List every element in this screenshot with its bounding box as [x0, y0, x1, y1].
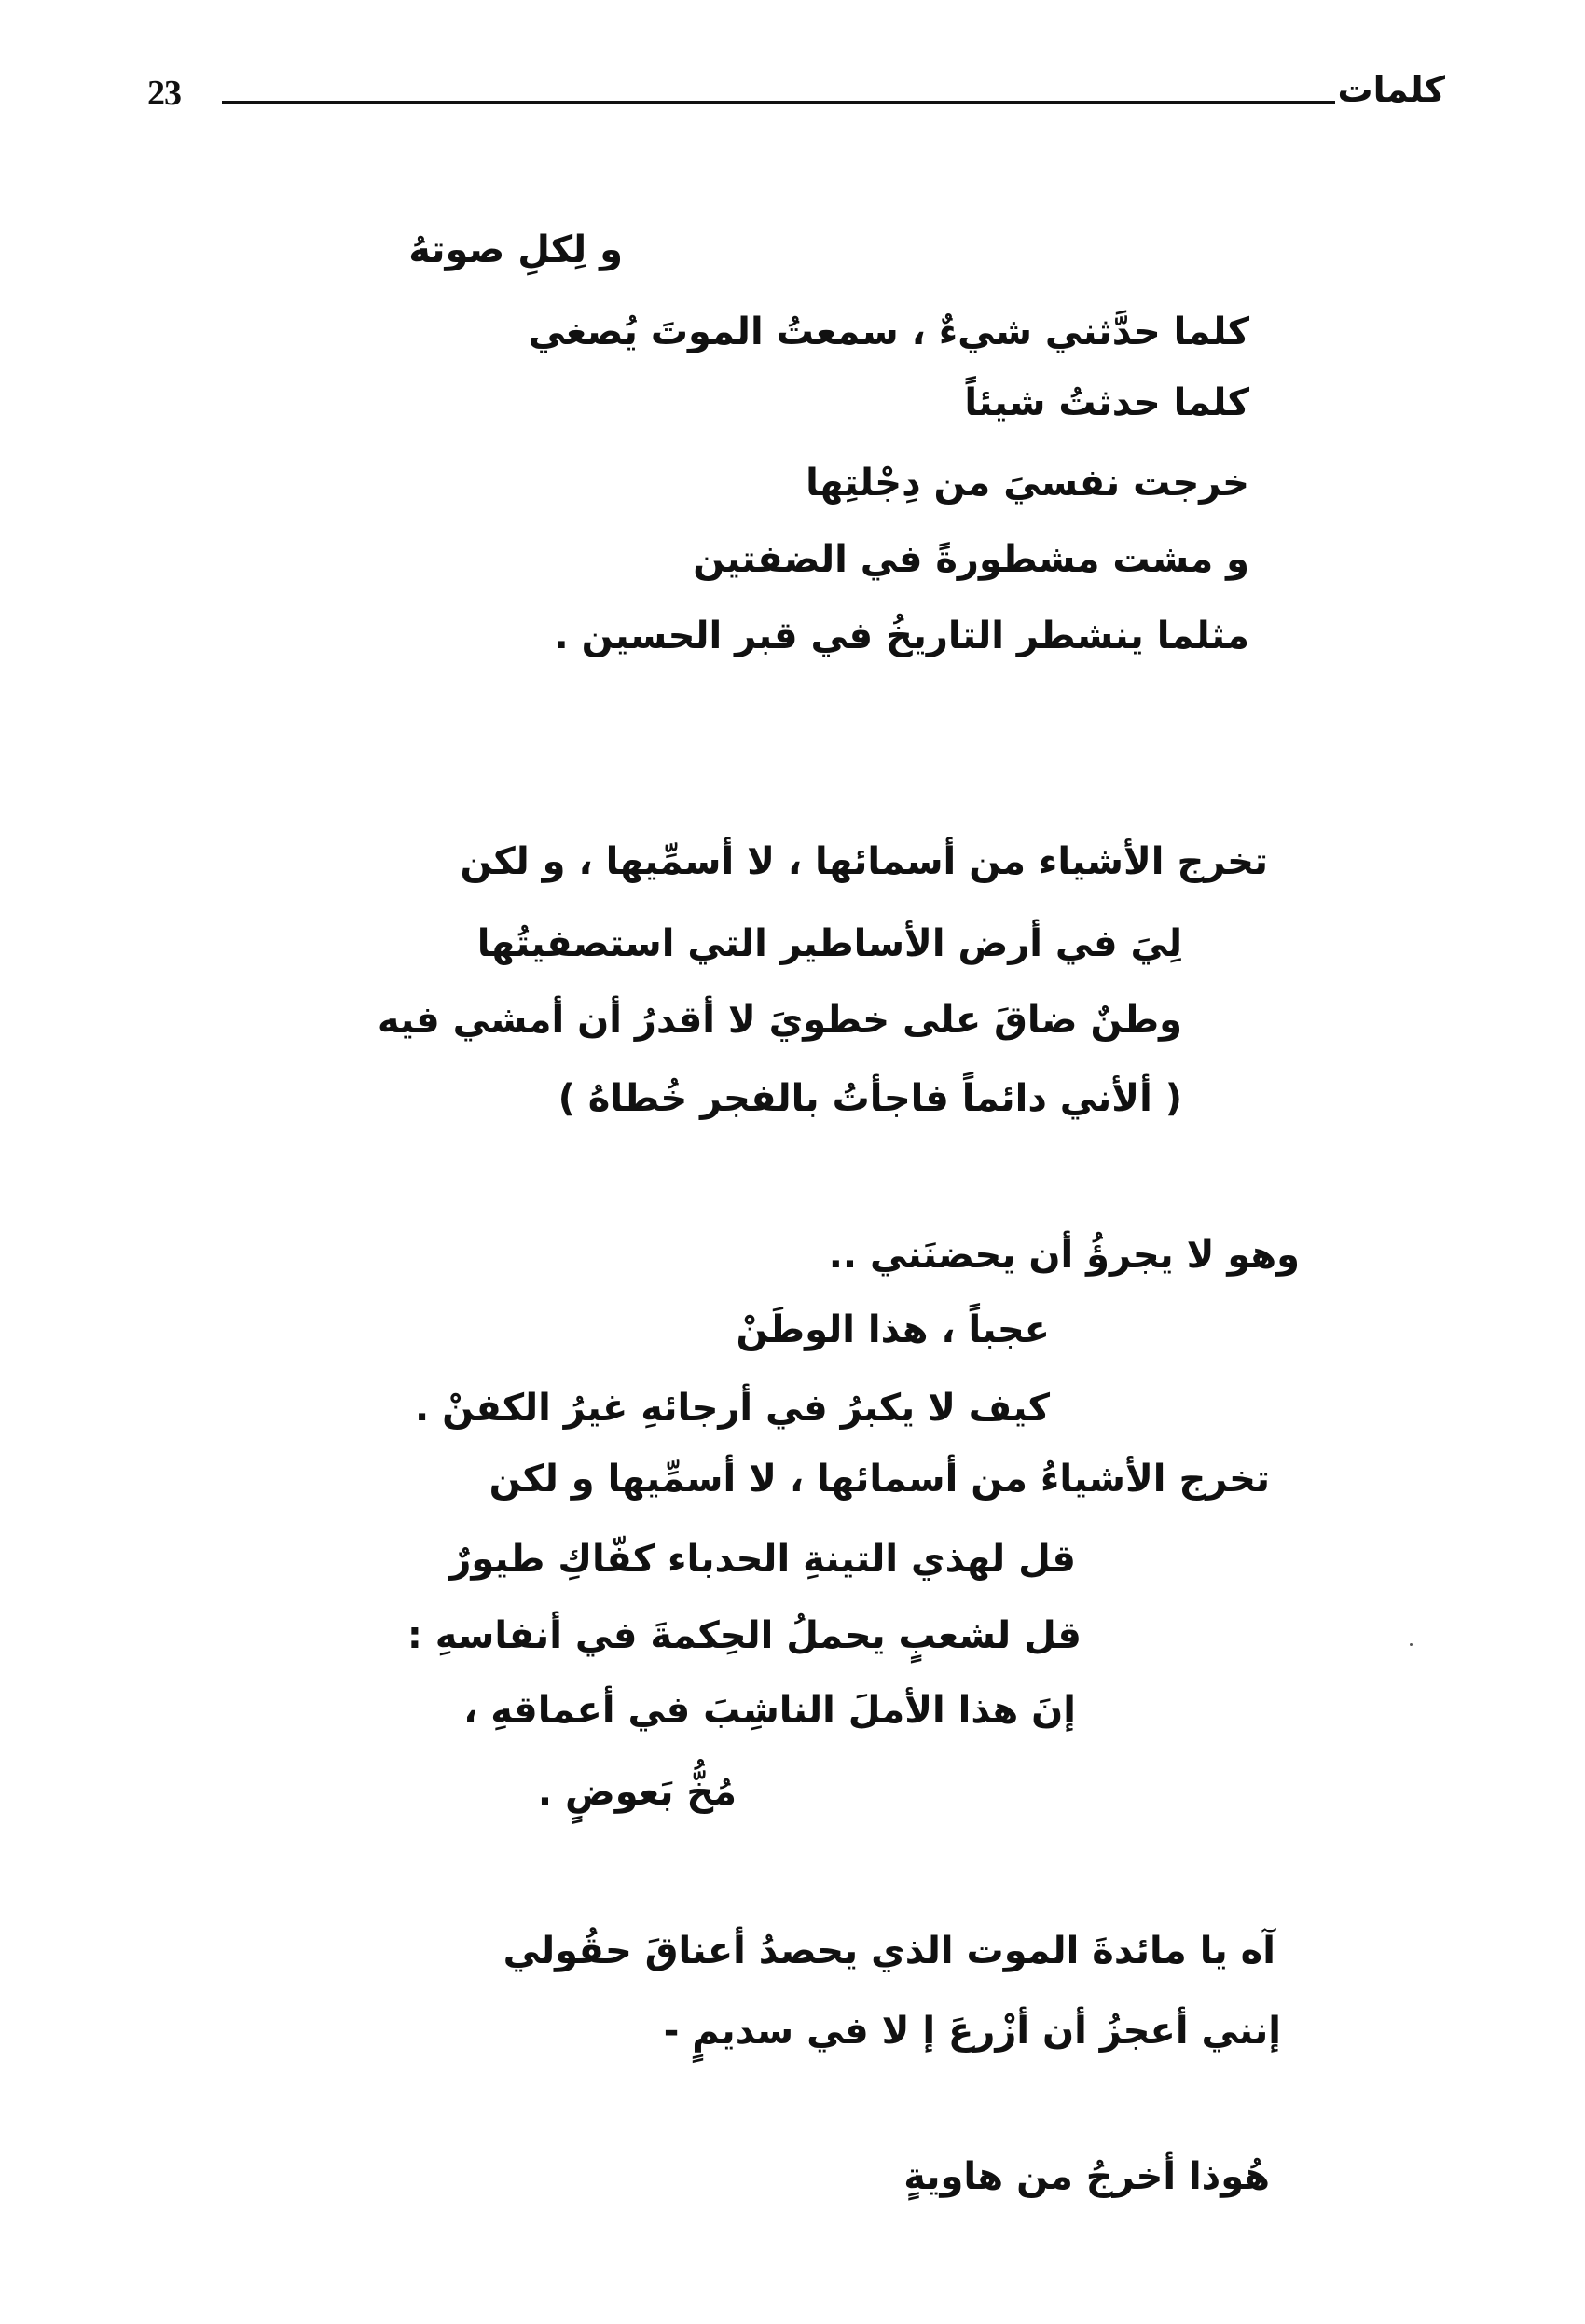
poem-line: كلما حدَّثني شيءٌ ، سمعتُ الموتَ يُصغي — [528, 311, 1249, 353]
poem-line: إنَ هذا الأملَ الناشِبَ في أعماقهِ ، — [463, 1689, 1076, 1732]
scan-speck — [1410, 1643, 1413, 1646]
poem-line: كلما حدثتُ شيئاً — [964, 381, 1249, 424]
page-number: 23 — [147, 74, 181, 113]
poem-line: تخرج الأشياءُ من أسمائها ، لا أسمِّيها و لكن — [489, 1458, 1270, 1501]
poem-line: لِيَ في أرض الأساطير التي استصفيتُها — [476, 922, 1182, 965]
poem-line: وطنٌ ضاقَ على خطويَ لا أقدرُ أن أمشي فيه — [377, 999, 1182, 1042]
poem-line: آه يا مائدةَ الموت الذي يحصدُ أعناقَ حقُولي — [503, 1930, 1275, 1972]
poem-line: مُخُّ بَعوضٍ . — [537, 1771, 737, 1814]
poem-line: خرجت نفسيَ من دِجْلتِها — [806, 462, 1249, 505]
poem-line: هُوذا أخرجُ من هاويةٍ — [903, 2155, 1270, 2198]
header-rule — [222, 101, 1335, 104]
poem-line: كيف لا يكبرُ في أرجائهِ غيرُ الكفنْ . — [414, 1387, 1050, 1430]
poem-line: ( ألأني دائماً فاجأتُ بالفجر خُطاهُ ) — [558, 1077, 1182, 1120]
poem-line: قل لشعبٍ يحملُ الحِكمةَ في أنفاسهِ : — [407, 1614, 1082, 1657]
poem-line: مثلما ينشطر التاريخُ في قبر الحسين . — [554, 615, 1249, 657]
poem-line: إنني أعجزُ أن أزْرعَ إ لا في سديمٍ - — [663, 2010, 1281, 2053]
poem-line: قل لهذي التينةِ الحدباء كفّاكِ طيورٌ — [449, 1538, 1076, 1581]
poem-line: وهو لا يجرؤُ أن يحضنَني .. — [828, 1234, 1300, 1277]
poem-line: و مشت مشطورةً في الضفتين — [693, 538, 1249, 581]
poem-line: تخرج الأشياء من أسمائها ، لا أسمِّيها ، و لكن — [460, 840, 1268, 883]
poem-line: و لِكلِ صوتهُ — [408, 228, 623, 271]
running-head: كلمات — [1337, 69, 1445, 110]
page-header — [140, 69, 1445, 129]
poem-line: عجباً ، هذا الوطَنْ — [736, 1308, 1050, 1351]
